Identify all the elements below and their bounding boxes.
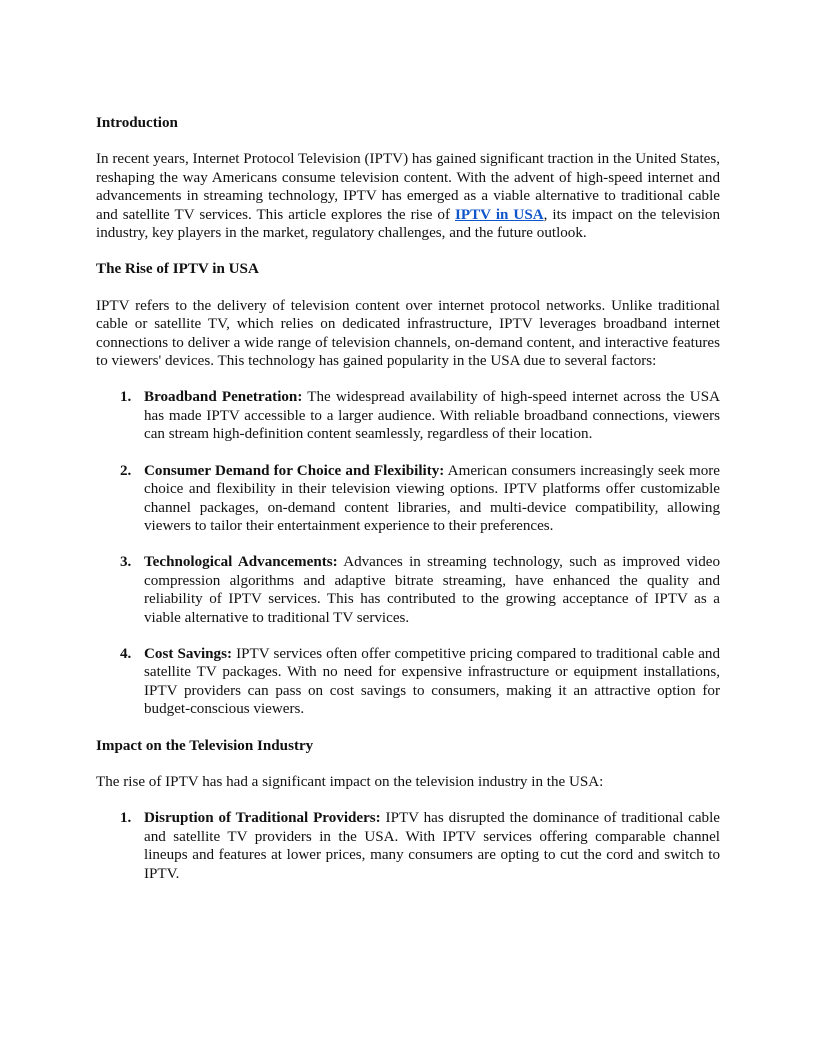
intro-paragraph (96, 150, 720, 242)
list-item-term: Consumer Demand for Choice and Flexibility: (144, 462, 445, 479)
list-item-number: 1. (120, 810, 132, 827)
rise-heading: The Rise of IPTV in USA (96, 261, 259, 278)
list-item-text: The widespread availability of high-speed internet across the USA has made IPTV accessible to a larger audience. With reliable broadband connections, viewers can stream high-definition content seamlessly, regardless of their location. (144, 389, 720, 443)
list-item-number: 2. (120, 462, 132, 479)
list-item-term: Technological Advancements: (144, 554, 338, 571)
list-item-text: IPTV has disrupted the dominance of traditional cable and satellite TV providers in the USA. With IPTV services offering comparable channel lineups and features at lower prices, many consumers are opting to cut the cord and switch to IPTV. (144, 810, 720, 882)
list-item-term: Broadband Penetration: (144, 389, 303, 406)
list-item-term: Disruption of Traditional Providers: (144, 810, 381, 827)
list-item (96, 645, 720, 719)
rise-factors-list (96, 388, 720, 718)
list-item (96, 462, 720, 536)
impact-heading: Impact on the Television Industry (96, 737, 314, 754)
list-item-text: IPTV services often offer competitive pricing compared to traditional cable and satellite TV packages. With no need for expensive infrastructure or equipment installations, IPTV providers can pass on cost savings to consumers, making it an attractive option for budget-conscious viewers. (144, 645, 720, 718)
list-item-number: 1. (120, 389, 132, 406)
iptv-in-usa-link[interactable]: IPTV in USA (455, 206, 544, 223)
list-item-number: 4. (120, 645, 132, 662)
impact-list (96, 809, 720, 883)
intro-heading: Introduction (96, 115, 178, 131)
list-item-term: Cost Savings: (144, 645, 232, 662)
intro-text-before-link: In recent years, Internet Protocol Television (IPTV) has gained significant traction in the United States, reshaping the way Americans consume television content. With the advent of high-speed internet and advancements in streaming technology, IPTV has emerged as a viable alternative to traditional cable and satellite TV services. This article explores the rise of (96, 151, 720, 223)
intro-text-after-link: , its impact on the television industry, key players in the market, regulatory challenges, and the future outlook. (96, 206, 720, 242)
rise-paragraph: IPTV refers to the delivery of television content over internet protocol networks. Unlike traditional cable or satellite TV, which relies on dedicated infrastructure, IPTV leverages broadband internet connections to deliver a wide range of television channels, on-demand content, and interactive features to viewers' devices. This technology has gained popularity in the USA due to several factors: (96, 297, 720, 370)
list-item-text: American consumers increasingly seek more choice and flexibility in their television viewing options. IPTV platforms offer customizable channel packages, on-demand content libraries, and multi-device compatibility, allowing viewers to tailor their entertainment experience to their preferences. (144, 462, 720, 534)
list-item (96, 388, 720, 443)
list-item (96, 809, 720, 883)
list-item-text: Advances in streaming technology, such as improved video compression algorithms and adaptive bitrate streaming, have enhanced the quality and reliability of IPTV services. This has contributed to the growing acceptance of IPTV as a viable alternative to traditional TV services. (144, 554, 721, 626)
document-page (96, 114, 720, 901)
impact-paragraph: The rise of IPTV has had a significant impact on the television industry in the USA: (96, 773, 604, 790)
list-item-number: 3. (120, 554, 132, 571)
list-item (96, 553, 720, 627)
